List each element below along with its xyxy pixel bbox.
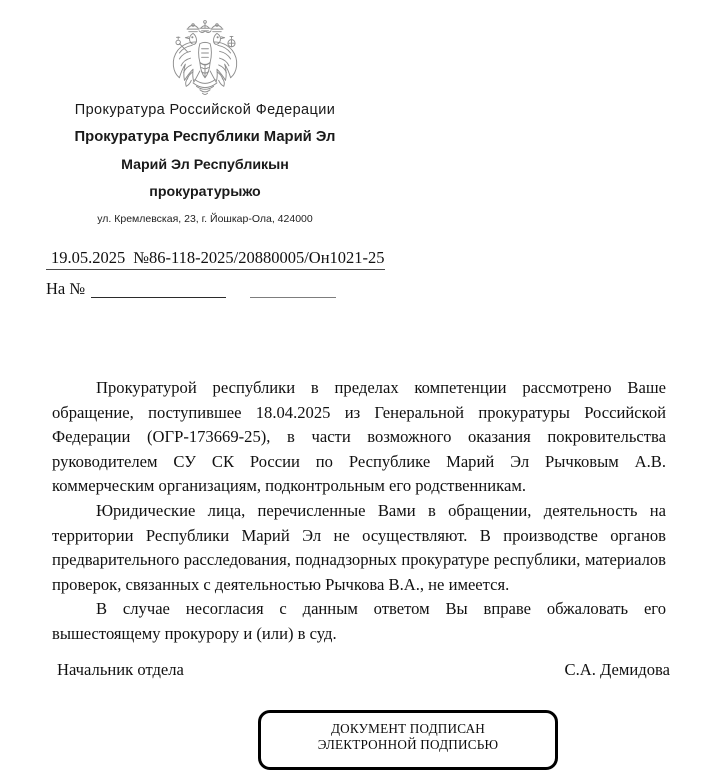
number-symbol: № (133, 248, 149, 267)
document-number (130, 248, 384, 270)
body-paragraph-3: В случае несогласия с данным ответом Вы вправе обжаловать его вышестоящему прокурору и (или) в суд. (52, 599, 666, 643)
reply-number-blank (91, 297, 226, 298)
reference-row-incoming (46, 279, 466, 300)
russian-coat-of-arms-icon (162, 18, 248, 100)
letterhead-line-republic: Прокуратура Республики Марий Эл (74, 129, 336, 145)
reference-block (46, 248, 466, 300)
estamp-line-1: ДОКУМЕНТ ПОДПИСАН (330, 721, 486, 736)
reply-to-label: На № (46, 279, 86, 298)
letterhead-line-mari-2: прокуратурыжо (149, 184, 261, 200)
letterhead-line-mari-1: Марий Эл Республикын (121, 157, 289, 173)
document-body (52, 376, 666, 647)
reply-date-blank (250, 297, 336, 298)
body-paragraph-1: Прокуратурой республики в пределах компетенции рассмотрено Ваше обращение, поступившее 18.04.2025 из Генеральной прокуратуры Российской Федерации (ОГР-173669-25), в части возможного оказания покровительства руководителем СУ СК России по Республике Марий Эл Рычковым А.В. коммерческим организациям, подконтрольным его родственникам. (52, 378, 666, 496)
letterhead (0, 100, 410, 227)
document-date: 19.05.2025 (46, 248, 130, 270)
letterhead-address: ул. Кремлевская, 23, г. Йошкар-Ола, 424000 (97, 213, 313, 225)
letterhead-line-federation: Прокуратура Российской Федерации (74, 102, 336, 118)
signature-row (57, 659, 670, 681)
emblem-container (0, 18, 410, 100)
signer-position: Начальник отдела (57, 660, 184, 679)
electronic-signature-stamp (258, 710, 558, 770)
reference-row-outgoing (46, 248, 466, 270)
estamp-line-2: ЭЛЕКТРОННОЙ ПОДПИСЬЮ (317, 737, 499, 752)
number-value: 86-118-2025/20880005/Он1021-25 (149, 248, 385, 267)
signer-name: С.А. Демидова (564, 660, 670, 679)
body-paragraph-2: Юридические лица, перечисленные Вами в обращении, деятельность на территории Республики Марий Эл не осуществляют. В производстве органов предварительного расследования, поднадзорных прокуратуре республики, материалов проверок, связанных с деятельностью Рычкова В.А., не имеется. (52, 500, 666, 594)
